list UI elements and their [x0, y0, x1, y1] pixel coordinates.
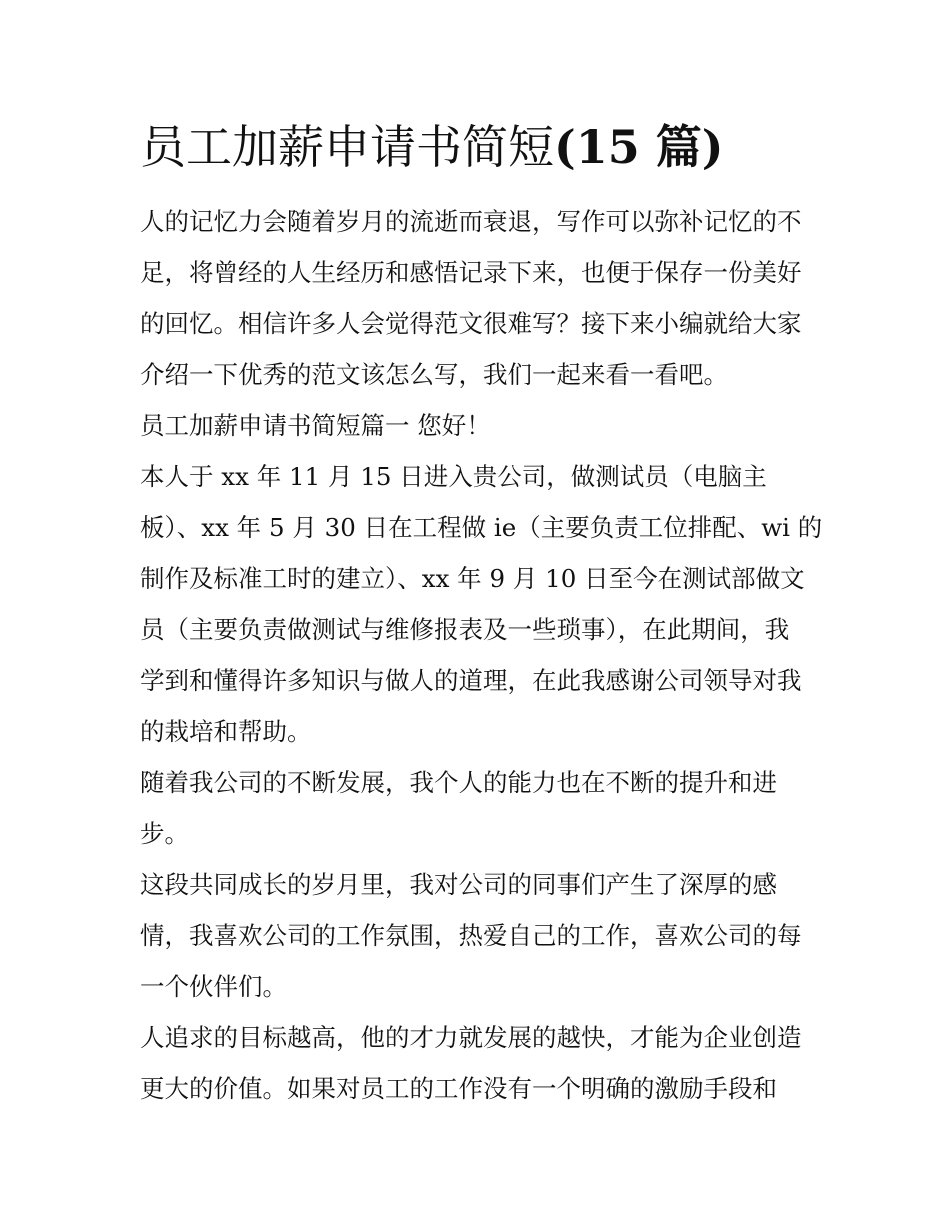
- title-suffix: (15 篇): [554, 120, 724, 174]
- body-line: 的栽培和帮助。: [140, 717, 312, 746]
- body-line: 更大的价值。如果对员工的工作没有一个明确的激励手段和: [140, 1074, 777, 1103]
- body-line: 制作及标准工时的建立）、xx 年 9 月 10 日至今在测试部做文: [140, 564, 805, 593]
- body-line: 步。: [140, 819, 189, 848]
- body-line: 本人于 xx 年 11 月 15 日进入贵公司，做测试员（电脑主: [140, 462, 767, 491]
- title-main: 员工加薪申请书简短: [140, 120, 554, 174]
- body-line: 板）、xx 年 5 月 30 日在工程做 ie（主要负责工位排配、wi 的: [140, 513, 823, 542]
- body-line: 一个伙伴们。: [140, 972, 287, 1001]
- body-line: 情，我喜欢公司的工作氛围，热爱自己的工作，喜欢公司的每: [140, 921, 802, 950]
- body-line: 学到和懂得许多知识与做人的道理，在此我感谢公司领导对我: [140, 666, 802, 695]
- section-heading-line: 员工加薪申请书简短篇一 您好！: [140, 411, 491, 440]
- body-line: 这段共同成长的岁月里，我对公司的同事们产生了深厚的感: [140, 870, 777, 899]
- body-line: 介绍一下优秀的范文该怎么写，我们一起来看一看吧。: [140, 360, 728, 389]
- body-line: 人追求的目标越高，他的才力就发展的越快，才能为企业创造: [140, 1023, 802, 1052]
- body-line: 足，将曾经的人生经历和感悟记录下来，也便于保存一份美好: [140, 258, 802, 287]
- body-line: 人的记忆力会随着岁月的流逝而衰退，写作可以弥补记忆的不: [140, 207, 802, 236]
- body-line: 随着我公司的不断发展，我个人的能力也在不断的提升和进: [140, 768, 777, 797]
- document-title: [140, 112, 724, 182]
- body-line: 的回忆。相信许多人会觉得范文很难写？接下来小编就给大家: [140, 309, 802, 338]
- document-body: [140, 196, 823, 1114]
- body-line: 员（主要负责做测试与维修报表及一些琐事），在此期间，我: [140, 615, 790, 644]
